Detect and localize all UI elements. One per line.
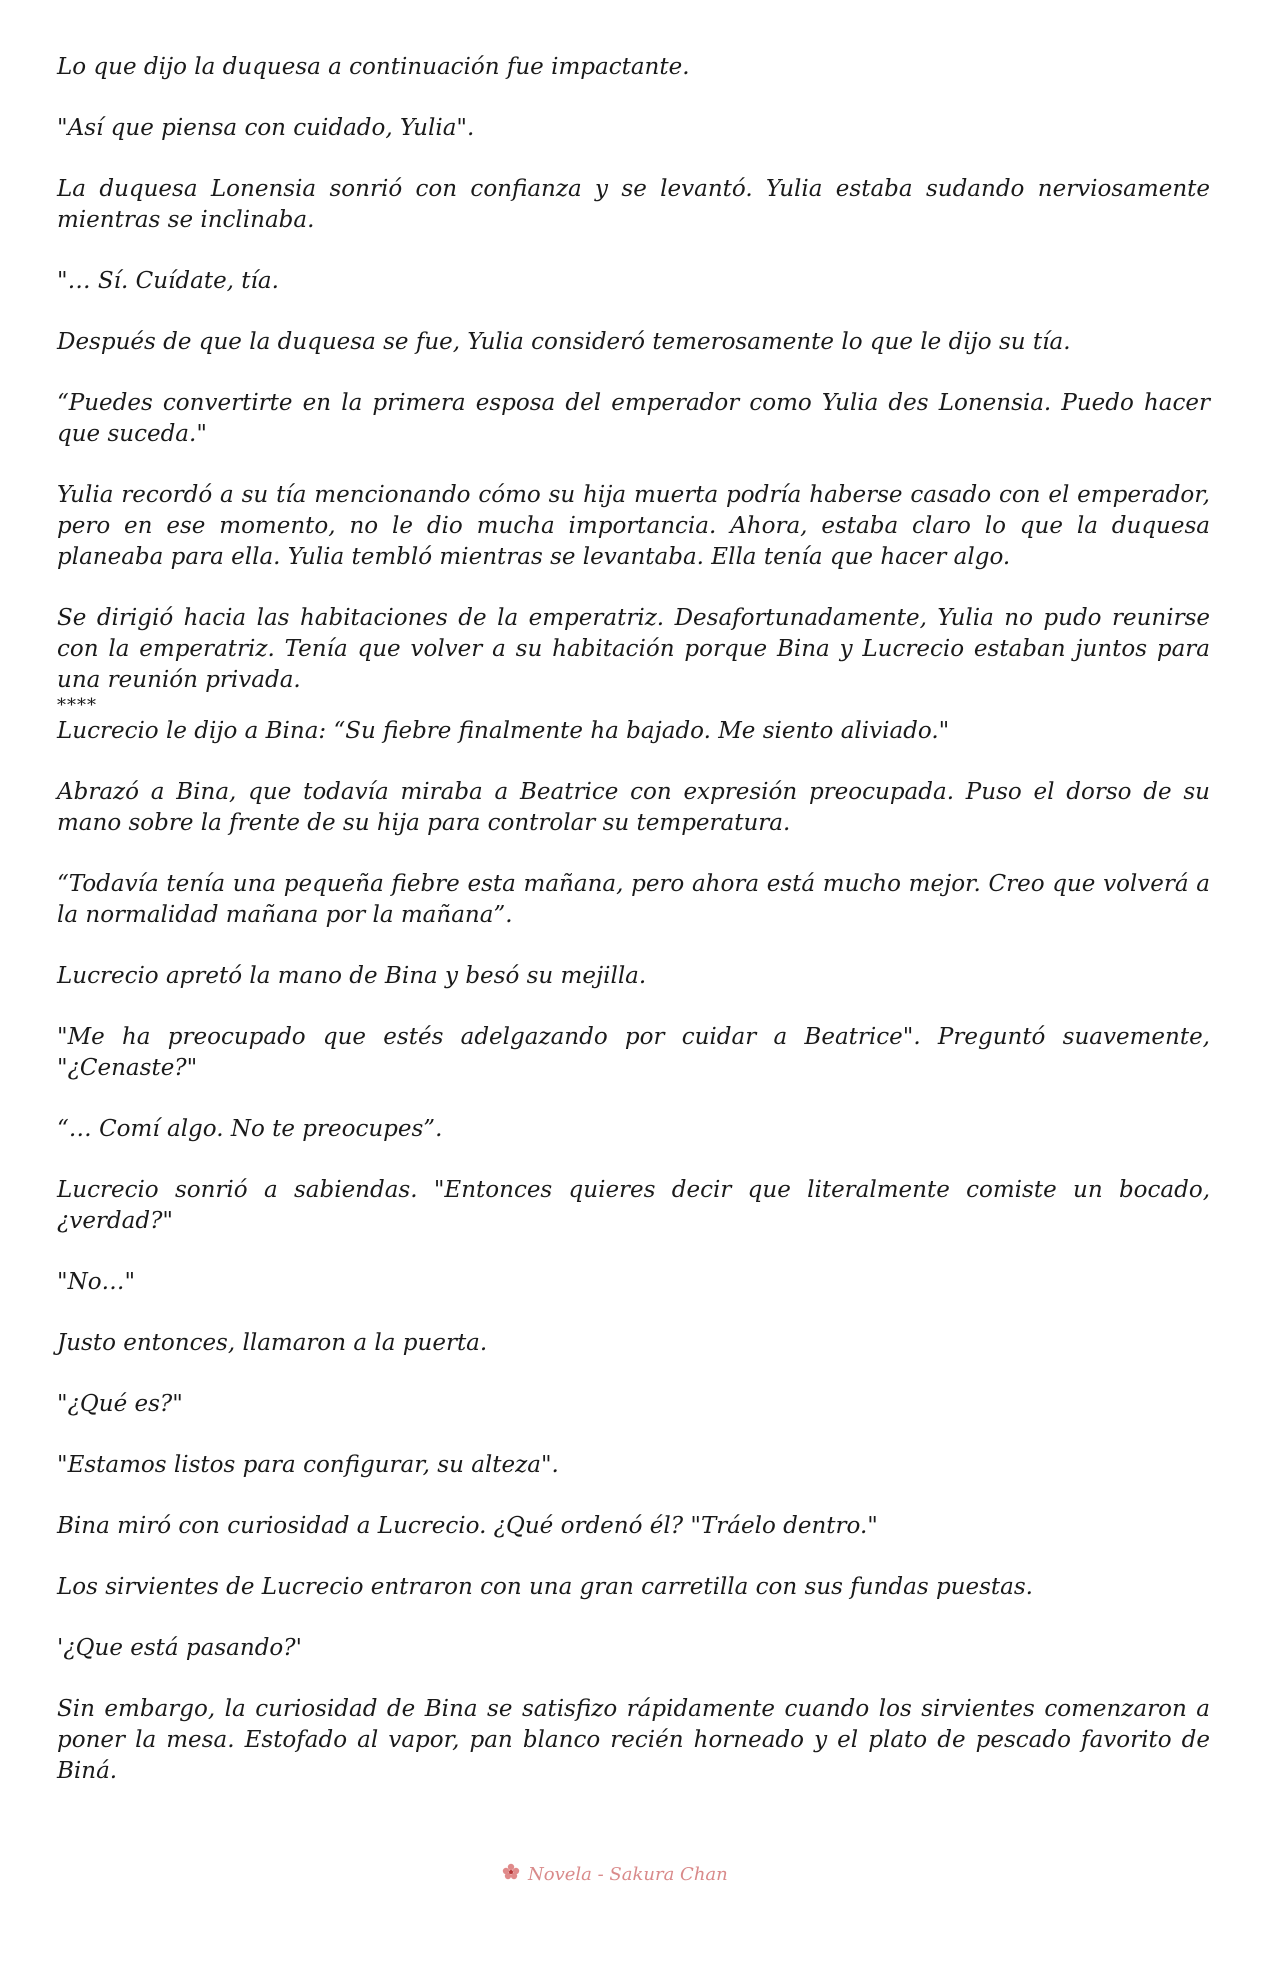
paragraph-4: "… Sí. Cuídate, tía.: [57, 268, 279, 294]
paragraph-2: "Así que piensa con cuidado, Yulia".: [57, 115, 475, 141]
paragraph-21: Los sirvientes de Lucrecio entraron con una gran carretilla con sus fundas puestas.: [57, 1574, 1033, 1600]
paragraph-18: "¿Qué es?": [57, 1391, 183, 1417]
paragraph-1: Lo que dijo la duquesa a continuación fue impactante.: [57, 54, 690, 80]
paragraph-19: "Estamos listos para configurar, su alteza".: [57, 1452, 559, 1478]
paragraph-22: '¿Que está pasando?': [57, 1635, 302, 1661]
document-body: [57, 52, 1210, 1817]
watermark-text: Novela - Sakura Chan: [528, 1863, 728, 1885]
paragraph-6: “Puedes convertirte en la primera esposa del emperador como Yulia des Lonensia. Puedo hacer que suceda.": [57, 390, 1210, 447]
paragraph-14: “… Comí algo. No te preocupes”.: [57, 1116, 443, 1142]
paragraph-17: Justo entonces, llamaron a la puerta.: [57, 1330, 488, 1356]
paragraph-5: Después de que la duquesa se fue, Yulia consideró temerosamente lo que le dijo su tía.: [57, 329, 1071, 355]
paragraph-20: Bina miró con curiosidad a Lucrecio. ¿Qué ordenó él? "Tráelo dentro.": [57, 1513, 878, 1539]
paragraph-10: Abrazó a Bina, que todavía miraba a Beatrice con expresión preocupada. Puso el dorso de su mano sobre la frente de su hija para controlar su temperatura.: [57, 779, 1210, 836]
paragraph-9: Lucrecio le dijo a Bina: “Su fiebre finalmente ha bajado. Me siento aliviado.": [57, 718, 950, 744]
watermark: [500, 1859, 780, 1889]
paragraph-23: Sin embargo, la curiosidad de Bina se satisfizo rápidamente cuando los sirvientes comenzaron a poner la mesa. Estofado al vapor, pan blanco recién horneado y el plato de pescado favorito de Biná.: [57, 1696, 1210, 1784]
paragraph-15: Lucrecio sonrió a sabiendas. "Entonces quieres decir que literalmente comiste un bocado, ¿verdad?": [57, 1177, 1210, 1234]
sakura-flower-icon: [500, 1862, 522, 1887]
paragraph-13: "Me ha preocupado que estés adelgazando por cuidar a Beatrice". Preguntó suavemente, "¿Cenaste?": [57, 1024, 1210, 1081]
paragraph-16: "No…": [57, 1269, 136, 1295]
paragraph-12: Lucrecio apretó la mano de Bina y besó su mejilla.: [57, 963, 647, 989]
paragraph-11: “Todavía tenía una pequeña fiebre esta mañana, pero ahora está mucho mejor. Creo que volverá a la normalidad mañana por la mañana”.: [57, 871, 1210, 928]
paragraph-8: Se dirigió hacia las habitaciones de la emperatriz. Desafortunadamente, Yulia no pudo reunirse con la emperatriz. Tenía que volver a su habitación porque Bina y Lucrecio estaban juntos para una reunión privada.: [57, 605, 1210, 693]
scene-separator: ****: [57, 695, 97, 716]
paragraph-3: La duquesa Lonensia sonrió con confianza y se levantó. Yulia estaba sudando nerviosamente mientras se inclinaba.: [57, 176, 1210, 233]
paragraph-7: Yulia recordó a su tía mencionando cómo su hija muerta podría haberse casado con el emperador, pero en ese momento, no le dio mucha importancia. Ahora, estaba claro lo que la duquesa planeaba para ella. Yulia tembló mientras se levantaba. Ella tenía que hacer algo.: [57, 482, 1210, 570]
